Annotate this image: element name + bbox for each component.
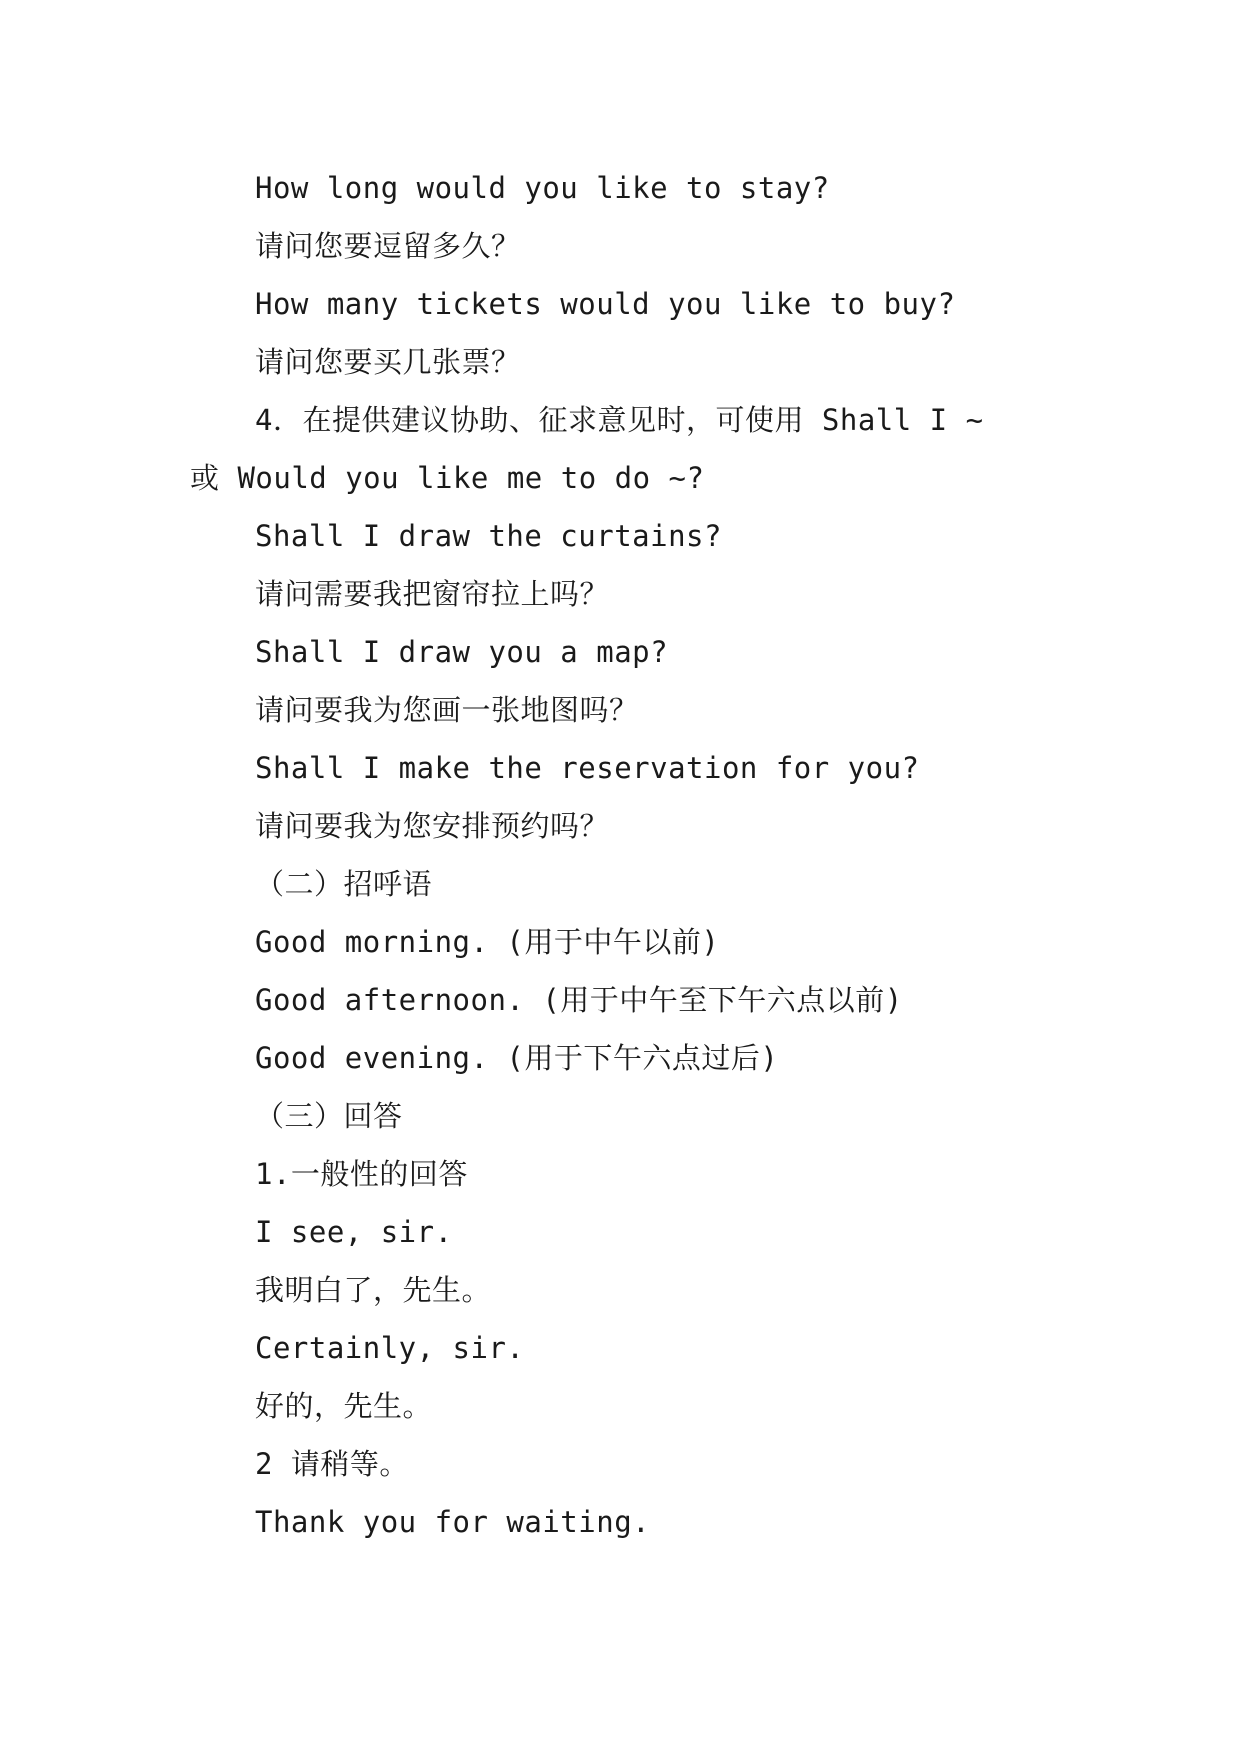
text-line: Shall I draw the curtains? [255, 519, 722, 553]
text-line: 请问您要买几张票？ [255, 345, 521, 379]
text-line: How long would you like to stay? [255, 171, 830, 205]
text-line: Thank you for waiting. [255, 1505, 651, 1539]
text-line: Shall I make the reservation for you? [255, 751, 920, 785]
text-line: 或 Would you like me to do ~? [190, 461, 705, 495]
text-line: 我明白了，先生。 [255, 1273, 492, 1307]
text-line: 请问需要我把窗帘拉上吗？ [255, 577, 610, 611]
text-line: 1.一般性的回答 [255, 1157, 468, 1191]
text-line: 请问要我为您画一张地图吗？ [255, 693, 639, 727]
text-line: 好的，先生。 [255, 1389, 433, 1423]
text-line: I see, sir. [255, 1215, 453, 1249]
section-heading: （二）招呼语 [255, 867, 433, 901]
text-line: Certainly, sir. [255, 1331, 525, 1365]
text-line: 请问您要逗留多久？ [255, 229, 521, 263]
text-line: Good morning. (用于中午以前) [255, 925, 720, 959]
text-line: 2 请稍等。 [255, 1447, 409, 1481]
text-line: How many tickets would you like to buy? [255, 287, 956, 321]
text-line: Shall I draw you a map? [255, 635, 669, 669]
text-line: Good afternoon. (用于中午至下午六点以前) [255, 983, 903, 1017]
text-line: 4．在提供建议协助、征求意见时，可使用 Shall I ~ [255, 403, 984, 437]
text-line: 请问要我为您安排预约吗？ [255, 809, 610, 843]
section-heading: （三）回答 [255, 1099, 403, 1133]
text-line: Good evening. (用于下午六点过后) [255, 1041, 779, 1075]
